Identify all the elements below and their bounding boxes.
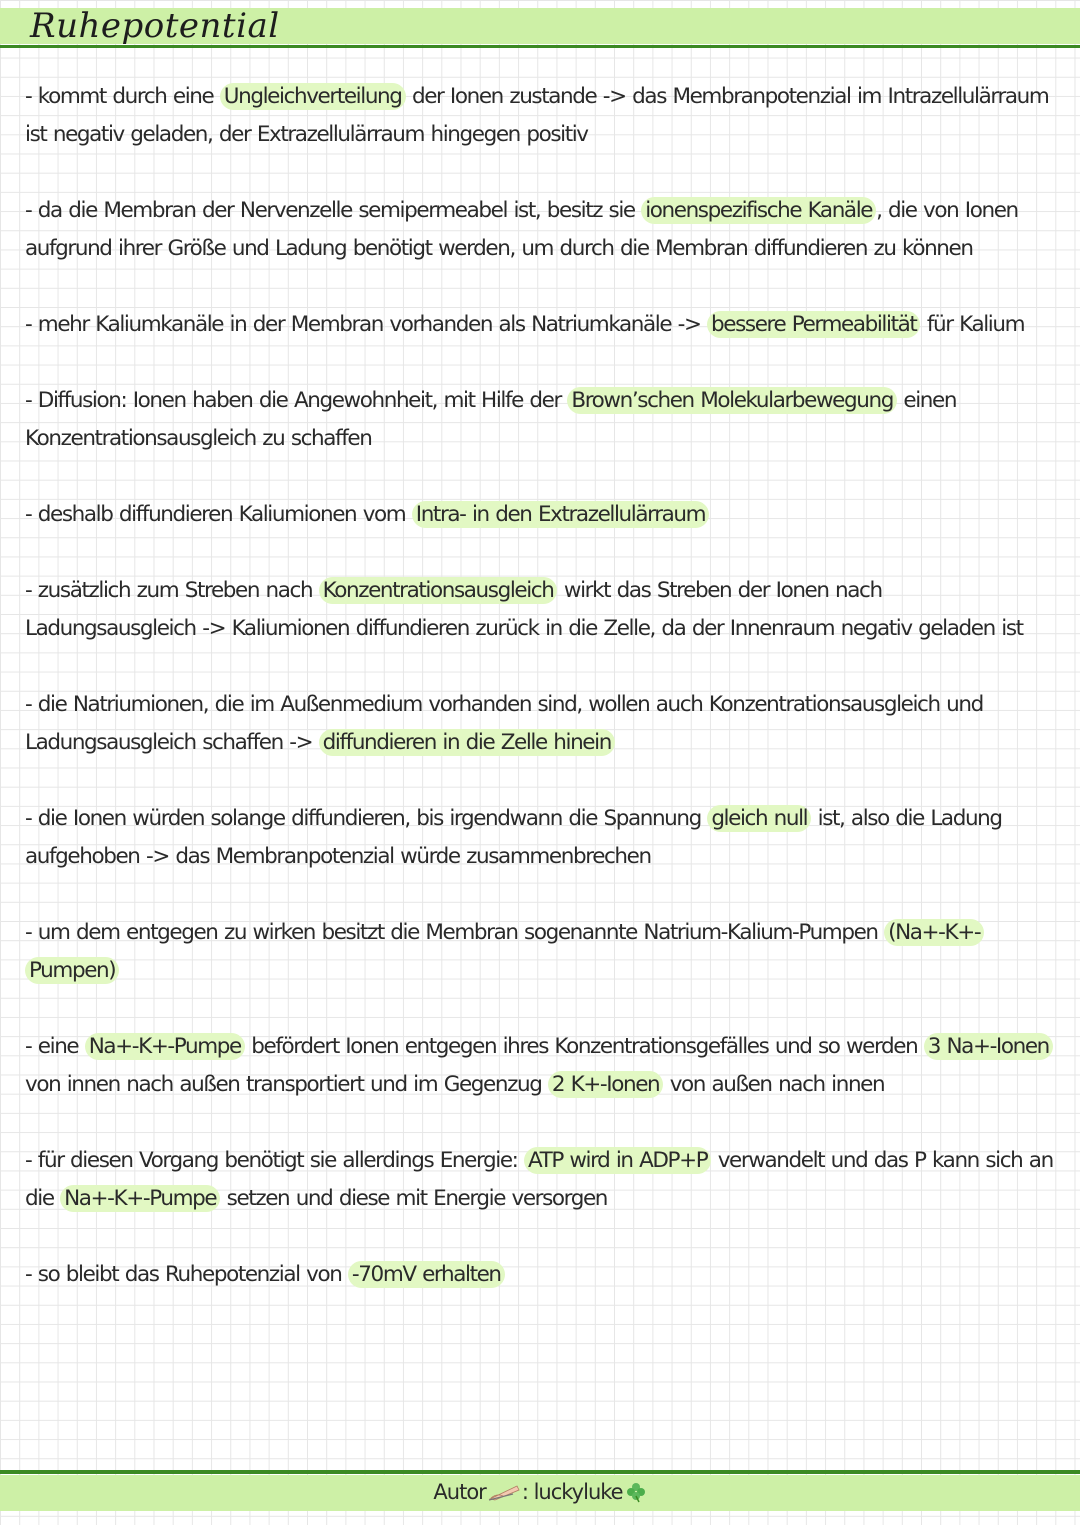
note-text: - die Ionen würden solange diffundieren, bis irgendwann die Spannung (25, 806, 708, 831)
highlighted-text: bessere Permeabilität (707, 311, 920, 338)
footer-separator: : (521, 1480, 534, 1504)
clover-icon (625, 1481, 647, 1503)
note-paragraph (25, 192, 1055, 268)
note-text: von außen nach innen (663, 1072, 885, 1097)
note-paragraph (25, 496, 1055, 534)
note-text: - die Natriumionen, die im Außenmedium vorhanden sind, wollen auch Konzentrationsausgleich und Ladungsausgleich schaffen -> (25, 692, 983, 755)
note-text: der Ionen zustande -> das Membranpotenzial im Intrazellulärraum ist negativ geladen, der Extrazellulärraum hingegen positiv (25, 84, 1049, 147)
note-text: befördert Ionen entgegen ihres Konzentrationsgefälles und so werden (244, 1034, 924, 1059)
note-text: - für diesen Vorgang benötigt sie allerdings Energie: (25, 1148, 524, 1173)
note-text: setzen und diese mit Energie versorgen (220, 1186, 608, 1211)
pen-hand-icon (487, 1482, 521, 1502)
highlighted-text: ionenspezifische Kanäle (641, 197, 876, 224)
note-paragraph (25, 686, 1055, 762)
note-text: - da die Membran der Nervenzelle semipermeabel ist, besitz sie (25, 198, 642, 223)
highlighted-text: (Na+-K+-Pumpen) (25, 919, 984, 984)
note-paragraph (25, 914, 1055, 990)
note-text: - so bleibt das Ruhepotenzial von (25, 1262, 348, 1287)
note-text: - zusätzlich zum Streben nach (25, 578, 319, 603)
highlighted-text: Brown’schen Molekularbewegung (567, 387, 897, 414)
note-paragraph (25, 1142, 1055, 1218)
note-paragraph (25, 572, 1055, 648)
note-text: von innen nach außen transportiert und im Gegenzug (25, 1072, 548, 1097)
highlighted-text: Konzentrationsausgleich (319, 577, 558, 604)
note-text: - kommt durch eine (25, 84, 220, 109)
note-paragraph (25, 306, 1055, 344)
highlighted-text: ATP wird in ADP+P (524, 1147, 711, 1174)
note-text: - deshalb diffundieren Kaliumionen vom (25, 502, 412, 527)
note-text: für Kalium (920, 312, 1025, 337)
note-text: ist, also die Ladung aufgehoben -> das Membranpotenzial würde zusammenbrechen (25, 806, 1002, 869)
note-paragraph (25, 1256, 1055, 1294)
notes-body (25, 78, 1055, 1332)
highlighted-text: Na+-K+-Pumpe (60, 1185, 220, 1212)
footer-author-prefix: Autor (433, 1480, 486, 1504)
note-paragraph (25, 382, 1055, 458)
note-paragraph (25, 78, 1055, 154)
note-text: - Diffusion: Ionen haben die Angewohnheit, mit Hilfe der (25, 388, 568, 413)
highlighted-text: Na+-K+-Pumpe (85, 1033, 245, 1060)
highlighted-text: Ungleichverteilung (220, 83, 406, 110)
highlighted-text: 3 Na+-Ionen (924, 1033, 1053, 1060)
highlighted-text: diffundieren in die Zelle hinein (319, 729, 615, 756)
page-title: Ruhepotential (30, 6, 280, 46)
note-paragraph (25, 800, 1055, 876)
note-text: , die von Ionen aufgrund ihrer Größe und Ladung benötigt werden, um durch die Membran diffundieren zu können (25, 198, 1018, 261)
footer-author-name: luckyluke (533, 1480, 623, 1504)
note-text: - mehr Kaliumkanäle in der Membran vorhanden als Natriumkanäle -> (25, 312, 708, 337)
highlighted-text: -70mV erhalten (348, 1261, 505, 1288)
highlighted-text: 2 K+-Ionen (548, 1071, 663, 1098)
footer-rule (0, 1470, 1080, 1474)
note-text: wirkt das Streben der Ionen nach Ladungsausgleich -> Kaliumionen diffundieren zurück in die Zelle, da der Innenraum negativ geladen ist (25, 578, 1023, 641)
note-text: verwandelt und das P kann sich an die (25, 1148, 1053, 1211)
note-paragraph (25, 1028, 1055, 1104)
highlighted-text: gleich null (707, 805, 811, 832)
highlighted-text: Intra- in den Extrazellulärraum (412, 501, 709, 528)
note-text: - um dem entgegen zu wirken besitzt die Membran sogenannte Natrium-Kalium-Pumpen (25, 920, 885, 945)
note-text: - eine (25, 1034, 85, 1059)
note-text: einen Konzentrationsausgleich zu schaffen (25, 388, 957, 451)
footer-credit (0, 1475, 1080, 1511)
